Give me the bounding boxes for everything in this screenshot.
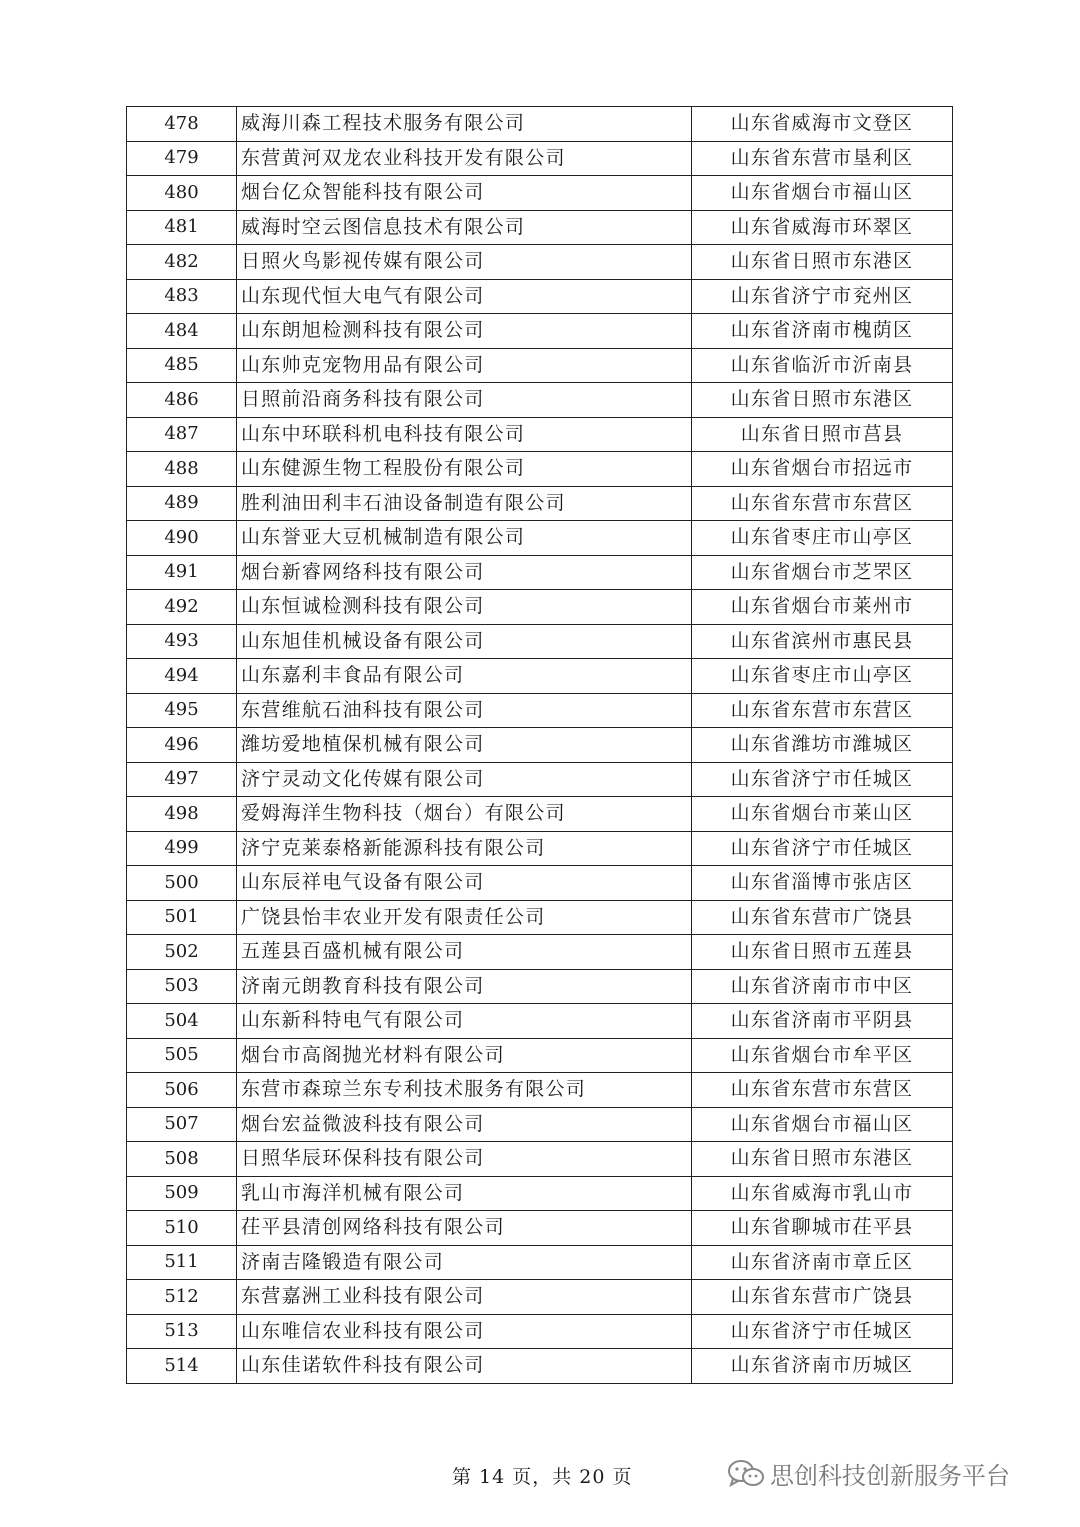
company-name-cell: 济宁灵动文化传媒有限公司 (237, 762, 692, 797)
region-cell: 山东省济南市市中区 (692, 969, 953, 1004)
region-cell: 山东省威海市文登区 (692, 107, 953, 142)
row-number-cell: 497 (127, 762, 237, 797)
region-cell: 山东省枣庄市山亭区 (692, 521, 953, 556)
row-number-cell: 510 (127, 1211, 237, 1246)
region-cell: 山东省枣庄市山亭区 (692, 659, 953, 694)
region-cell: 山东省烟台市莱山区 (692, 797, 953, 832)
table-row (127, 693, 953, 728)
company-name-cell: 东营维航石油科技有限公司 (237, 693, 692, 728)
region-cell: 山东省临沂市沂南县 (692, 348, 953, 383)
row-number-cell: 482 (127, 245, 237, 280)
region-cell: 山东省烟台市莱州市 (692, 590, 953, 625)
row-number-cell: 481 (127, 210, 237, 245)
company-name-cell: 潍坊爱地植保机械有限公司 (237, 728, 692, 763)
company-name-cell: 威海川森工程技术服务有限公司 (237, 107, 692, 142)
table-row (127, 831, 953, 866)
region-cell: 山东省济宁市兖州区 (692, 279, 953, 314)
page-number: 第 14 页，共 20 页 (452, 1466, 633, 1488)
region-cell: 山东省东营市东营区 (692, 486, 953, 521)
company-name-cell: 济宁克莱泰格新能源科技有限公司 (237, 831, 692, 866)
row-number-cell: 501 (127, 900, 237, 935)
table-row (127, 1314, 953, 1349)
row-number-cell: 512 (127, 1280, 237, 1315)
table-row (127, 452, 953, 487)
row-number-cell: 480 (127, 176, 237, 211)
table-row (127, 417, 953, 452)
company-name-cell: 山东健源生物工程股份有限公司 (237, 452, 692, 487)
company-name-cell: 东营黄河双龙农业科技开发有限公司 (237, 141, 692, 176)
region-cell: 山东省淄博市张店区 (692, 866, 953, 901)
region-cell: 山东省威海市环翠区 (692, 210, 953, 245)
company-name-cell: 乳山市海洋机械有限公司 (237, 1176, 692, 1211)
company-name-cell: 济南元朗教育科技有限公司 (237, 969, 692, 1004)
table-row (127, 141, 953, 176)
table-row (127, 314, 953, 349)
row-number-cell: 488 (127, 452, 237, 487)
row-number-cell: 484 (127, 314, 237, 349)
row-number-cell: 496 (127, 728, 237, 763)
company-name-cell: 山东辰祥电气设备有限公司 (237, 866, 692, 901)
region-cell: 山东省烟台市福山区 (692, 1107, 953, 1142)
company-name-cell: 日照前沿商务科技有限公司 (237, 383, 692, 418)
table-row (127, 1349, 953, 1384)
region-cell: 山东省日照市东港区 (692, 383, 953, 418)
region-cell: 山东省济宁市任城区 (692, 762, 953, 797)
company-name-cell: 烟台市高阁抛光材料有限公司 (237, 1038, 692, 1073)
region-cell: 山东省济南市历城区 (692, 1349, 953, 1384)
table-row (127, 1073, 953, 1108)
table-row (127, 1142, 953, 1177)
row-number-cell: 511 (127, 1245, 237, 1280)
region-cell: 山东省烟台市牟平区 (692, 1038, 953, 1073)
row-number-cell: 514 (127, 1349, 237, 1384)
region-cell: 山东省日照市东港区 (692, 1142, 953, 1177)
table-row (127, 1280, 953, 1315)
row-number-cell: 505 (127, 1038, 237, 1073)
row-number-cell: 485 (127, 348, 237, 383)
row-number-cell: 498 (127, 797, 237, 832)
company-name-cell: 山东誉亚大豆机械制造有限公司 (237, 521, 692, 556)
watermark (726, 1456, 1010, 1491)
company-name-cell: 山东恒诚检测科技有限公司 (237, 590, 692, 625)
table-row (127, 521, 953, 556)
table-row (127, 1176, 953, 1211)
row-number-cell: 483 (127, 279, 237, 314)
row-number-cell: 494 (127, 659, 237, 694)
table-row (127, 383, 953, 418)
row-number-cell: 490 (127, 521, 237, 556)
table-row (127, 1245, 953, 1280)
row-number-cell: 507 (127, 1107, 237, 1142)
company-name-cell: 烟台宏益微波科技有限公司 (237, 1107, 692, 1142)
table-row (127, 486, 953, 521)
company-name-cell: 烟台亿众智能科技有限公司 (237, 176, 692, 211)
region-cell: 山东省日照市莒县 (692, 417, 953, 452)
region-cell: 山东省东营市广饶县 (692, 1280, 953, 1315)
company-name-cell: 胜利油田利丰石油设备制造有限公司 (237, 486, 692, 521)
region-cell: 山东省日照市东港区 (692, 245, 953, 280)
region-cell: 山东省东营市东营区 (692, 693, 953, 728)
row-number-cell: 489 (127, 486, 237, 521)
table-row (127, 935, 953, 970)
company-name-cell: 烟台新睿网络科技有限公司 (237, 555, 692, 590)
company-name-cell: 山东朗旭检测科技有限公司 (237, 314, 692, 349)
region-cell: 山东省济宁市任城区 (692, 1314, 953, 1349)
table-row (127, 969, 953, 1004)
table-row (127, 590, 953, 625)
company-name-cell: 威海时空云图信息技术有限公司 (237, 210, 692, 245)
table-row (127, 279, 953, 314)
table-row (127, 762, 953, 797)
row-number-cell: 479 (127, 141, 237, 176)
region-cell: 山东省聊城市茌平县 (692, 1211, 953, 1246)
row-number-cell: 493 (127, 624, 237, 659)
region-cell: 山东省东营市广饶县 (692, 900, 953, 935)
company-name-cell: 山东现代恒大电气有限公司 (237, 279, 692, 314)
company-name-cell: 茌平县清创网络科技有限公司 (237, 1211, 692, 1246)
row-number-cell: 503 (127, 969, 237, 1004)
company-name-cell: 五莲县百盛机械有限公司 (237, 935, 692, 970)
region-cell: 山东省烟台市招远市 (692, 452, 953, 487)
company-name-cell: 山东嘉利丰食品有限公司 (237, 659, 692, 694)
company-name-cell: 日照华辰环保科技有限公司 (237, 1142, 692, 1177)
region-cell: 山东省日照市五莲县 (692, 935, 953, 970)
row-number-cell: 491 (127, 555, 237, 590)
table-row (127, 210, 953, 245)
company-list-body (127, 107, 953, 1384)
region-cell: 山东省东营市东营区 (692, 1073, 953, 1108)
row-number-cell: 487 (127, 417, 237, 452)
row-number-cell: 478 (127, 107, 237, 142)
row-number-cell: 504 (127, 1004, 237, 1039)
region-cell: 山东省东营市垦利区 (692, 141, 953, 176)
table-row (127, 624, 953, 659)
region-cell: 山东省威海市乳山市 (692, 1176, 953, 1211)
table-row (127, 866, 953, 901)
table-row (127, 245, 953, 280)
company-name-cell: 东营嘉洲工业科技有限公司 (237, 1280, 692, 1315)
region-cell: 山东省济南市章丘区 (692, 1245, 953, 1280)
row-number-cell: 499 (127, 831, 237, 866)
company-name-cell: 山东旭佳机械设备有限公司 (237, 624, 692, 659)
table-row (127, 107, 953, 142)
company-name-cell: 济南吉隆锻造有限公司 (237, 1245, 692, 1280)
table-row (127, 1038, 953, 1073)
row-number-cell: 513 (127, 1314, 237, 1349)
company-name-cell: 日照火鸟影视传媒有限公司 (237, 245, 692, 280)
region-cell: 山东省济宁市任城区 (692, 831, 953, 866)
table-row (127, 1211, 953, 1246)
company-name-cell: 山东佳诺软件科技有限公司 (237, 1349, 692, 1384)
table-row (127, 728, 953, 763)
row-number-cell: 500 (127, 866, 237, 901)
company-name-cell: 山东新科特电气有限公司 (237, 1004, 692, 1039)
company-name-cell: 山东中环联科机电科技有限公司 (237, 417, 692, 452)
row-number-cell: 486 (127, 383, 237, 418)
table-row (127, 797, 953, 832)
company-list-table (126, 106, 953, 1384)
table-row (127, 659, 953, 694)
region-cell: 山东省烟台市芝罘区 (692, 555, 953, 590)
region-cell: 山东省潍坊市潍城区 (692, 728, 953, 763)
region-cell: 山东省济南市槐荫区 (692, 314, 953, 349)
row-number-cell: 509 (127, 1176, 237, 1211)
company-name-cell: 东营市森琼兰东专利技术服务有限公司 (237, 1073, 692, 1108)
company-name-cell: 广饶县怡丰农业开发有限责任公司 (237, 900, 692, 935)
watermark-text: 思创科技创新服务平台 (770, 1462, 1010, 1490)
row-number-cell: 506 (127, 1073, 237, 1108)
company-name-cell: 山东帅克宠物用品有限公司 (237, 348, 692, 383)
region-cell: 山东省烟台市福山区 (692, 176, 953, 211)
wechat-icon (726, 1458, 766, 1490)
row-number-cell: 502 (127, 935, 237, 970)
row-number-cell: 508 (127, 1142, 237, 1177)
table-row (127, 1004, 953, 1039)
table-row (127, 176, 953, 211)
company-name-cell: 爱姆海洋生物科技（烟台）有限公司 (237, 797, 692, 832)
table-row (127, 555, 953, 590)
company-name-cell: 山东唯信农业科技有限公司 (237, 1314, 692, 1349)
row-number-cell: 492 (127, 590, 237, 625)
row-number-cell: 495 (127, 693, 237, 728)
region-cell: 山东省济南市平阴县 (692, 1004, 953, 1039)
table-row (127, 1107, 953, 1142)
region-cell: 山东省滨州市惠民县 (692, 624, 953, 659)
table-row (127, 348, 953, 383)
table-row (127, 900, 953, 935)
